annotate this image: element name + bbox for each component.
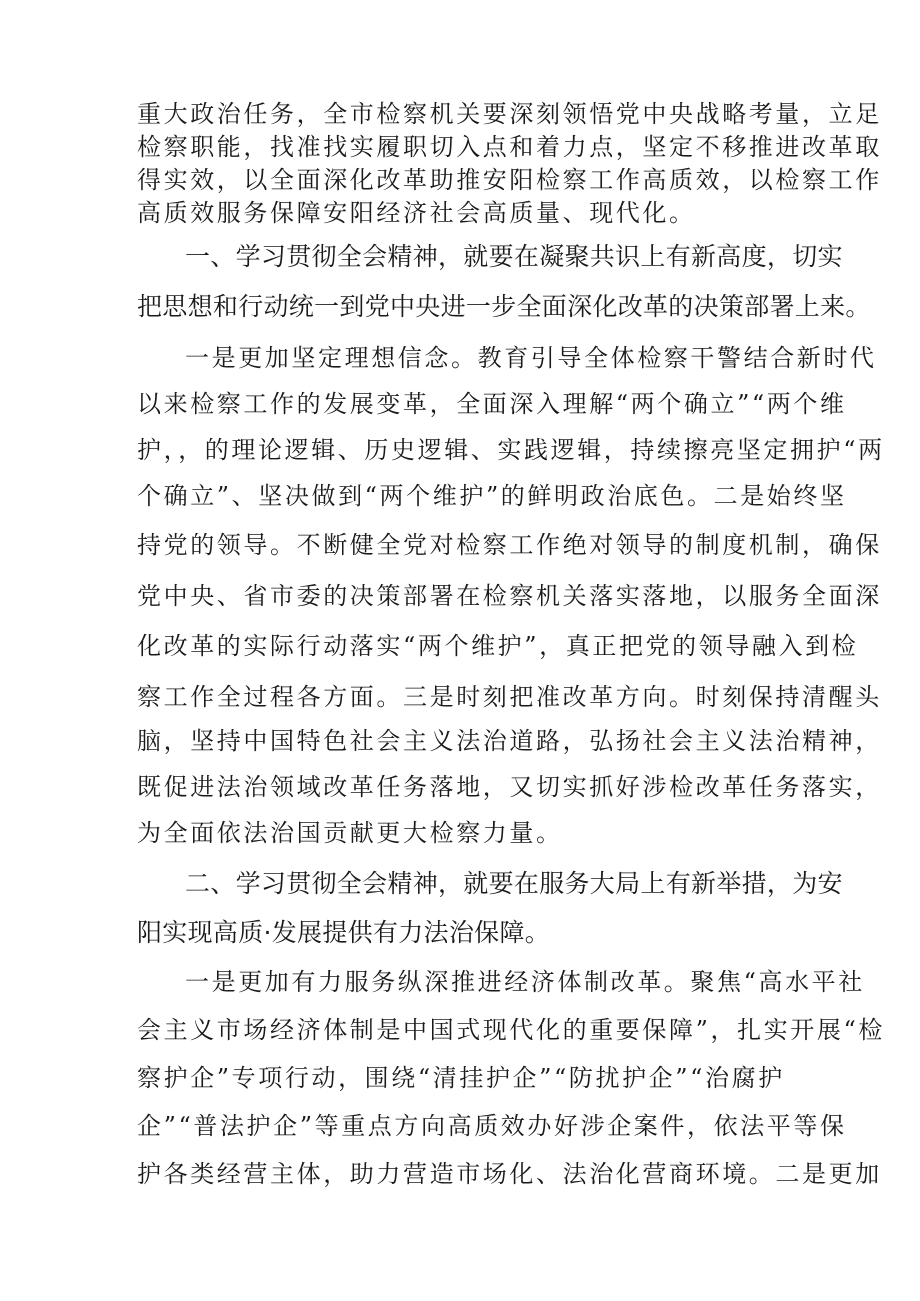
section2-heading-line-1: 二、学习贯彻全会精神，就要在服务大局上有新举措，为安 [185,869,843,898]
intro-line-3: 得实效，以全面深化改革助推安阳检察工作高质效，以检察工作 [137,166,882,194]
intro-line-1: 重大政治任务，全市检察机关要深刻领悟党中央战略考量，立足 [137,100,882,128]
section2-body-line-4: 企”“普法护企”等重点方向高质效办好涉企案件，依法平等保 [137,1112,847,1140]
section1-body-line-11: 为全面依法治国贡献更大检察力量。 [137,819,563,847]
section1-heading-line-1: 一、学习贯彻全会精神，就要在凝聚共识上有新高度，切实 [185,242,843,271]
section1-body-line-8: 察工作全过程各方面。三是时刻把准改革方向。时刻保持清醒头 [137,683,882,711]
intro-line-4: 高质效服务保障安阳经济社会高质量、现代化。 [137,199,696,227]
section2-body-line-2: 会主义市场经济体制是中国式现代化的重要保障”，扎实开展“检 [137,1016,885,1044]
section2-body-line-5: 护各类经营主体，助力营造市场化、法治化营商环境。二是更加 [137,1160,882,1188]
section1-body-line-3: 护，，的理论逻辑、历史逻辑、实践逻辑，持续擦亮坚定拥护“两 [137,436,885,464]
section1-body-line-6: 党中央、省市委的决策部署在检察机关落实落地，以服务全面深 [137,582,882,610]
section2-body-line-1: 一是更加有力服务纵深推进经济体制改革。聚焦“高水平社 [185,968,865,996]
section1-body-line-5: 持党的领导。不断健全党对检察工作绝对领导的制度机制，确保 [137,531,882,559]
section1-body-line-7: 化改革的实际行动落实“两个维护”，真正把党的领导融入到检 [137,632,859,660]
section1-body-line-9: 脑，坚持中国特色社会主义法治道路，弘扬社会主义法治精神， [137,727,882,755]
section2-body-line-3: 察护企”专项行动，围绕“清挂护企”“防扰护企”“治腐护 [137,1064,785,1092]
section2-heading-line-2: 阳实现高质·发展提供有力法治保障。 [137,918,551,947]
section1-body-line-4: 个确立”、坚决做到“两个维护”的鲜明政治底色。二是始终坚 [137,482,847,510]
section1-heading-line-2: 把思想和行动统一到党中央进一步全面深化改革的决策部署上来。 [137,292,871,321]
section1-body-line-10: 既促进法治领域改革任务落地，又切实抓好涉检改革任务落实， [137,773,882,801]
section1-body-line-1: 一是更加坚定理想信念。教育引导全体检察干警结合新时代 [185,344,877,372]
intro-line-2: 检察职能，找准找实履职切入点和着力点，坚定不移推进改革取 [137,133,882,161]
section1-body-line-2: 以来检察工作的发展变革，全面深入理解“两个确立”“两个维 [137,390,847,418]
